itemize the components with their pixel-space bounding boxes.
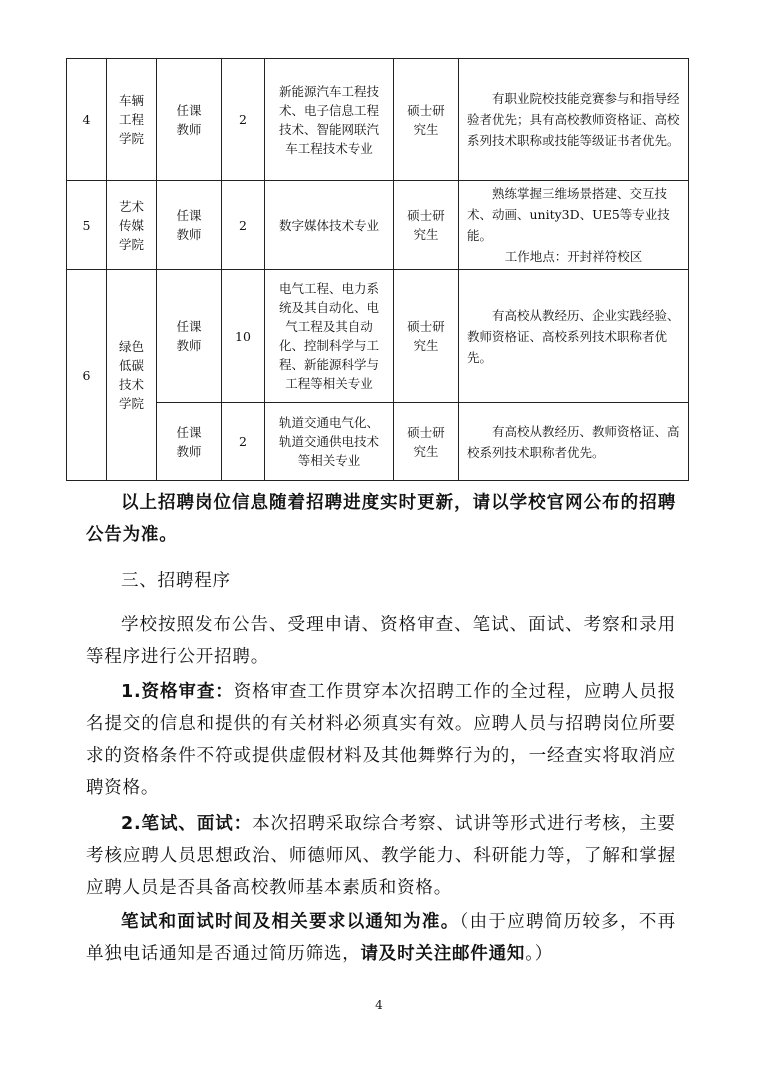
row-number: 4 [67,59,107,181]
degree-cell: 硕士研究生 [394,403,459,481]
notice-plain: （由于应聘简历较多，不再单独电话通知是否通过简历筛选， [86,912,676,964]
item1-text: 资格审查工作贯穿本次招聘工作的全过程，应聘人员报名提交的信息和提供的有关材料必须真实有效。应聘人员与招聘岗位所要求的资格条件不符或提供虚假材料及其他舞弊行为的，一经查实将取消应聘资格。 [86,682,676,798]
college-cell: 艺术传媒学院 [107,181,157,270]
item2-title: 2.笔试、面试： [121,814,253,834]
position-cell: 任课教师 [157,59,222,181]
notice-end: 。） [525,944,554,964]
notice-paragraph [86,906,676,970]
job-table [66,58,689,481]
college-cell: 车辆工程学院 [107,59,157,181]
major-cell: 数字媒体技术专业 [265,181,394,270]
notice-bold-2: 请及时关注邮件通知 [360,944,526,964]
degree-cell: 硕士研究生 [394,181,459,270]
table-row [67,403,689,481]
degree-cell: 硕士研究生 [394,270,459,403]
position-cell: 任课教师 [157,181,222,270]
procedure-intro: 学校按照发布公告、受理申请、资格审查、笔试、面试、考察和录用等程序进行公开招聘。 [86,615,676,667]
exam-interview [86,808,676,904]
item1-title: 1.资格审查： [121,682,234,702]
count-cell: 2 [222,59,265,181]
page-number: 4 [375,998,383,1012]
notice-bold: 笔试和面试时间及相关要求以通知为准。 [121,912,460,932]
update-note: 以上招聘岗位信息随着招聘进度实时更新，请以学校官网公布的招聘公告为准。 [86,493,676,545]
major-cell: 轨道交通电气化、轨道交通供电技术等相关专业 [265,403,394,481]
degree-cell: 硕士研究生 [394,59,459,181]
count-cell: 2 [222,181,265,270]
requirements-cell: 有高校从教经历、企业实践经验、教师资格证、高校系列技术职称者优先。 [459,270,689,403]
college-cell: 绿色低碳技术学院 [107,270,157,481]
item2-text: 本次招聘采取综合考察、试讲等形式进行考核，主要考核应聘人员思想政治、师德师风、教学能力、科研能力等，了解和掌握应聘人员是否具备高校教师基本素质和资格。 [86,814,676,898]
major-cell: 新能源汽车工程技术、电子信息工程技术、智能网联汽车工程技术专业 [265,59,394,181]
row-number: 6 [67,270,107,481]
requirements-cell: 有职业院校技能竞赛参与和指导经验者优先；具有高校教师资格证、高校系列技术职称或技能等级证书者优先。 [459,59,689,181]
qualification-review [86,676,676,804]
requirements-cell: 熟练掌握三维场景搭建、交互技术、动画、unity3D、UE5等专业技能。 工作地点：开封祥符校区 [459,181,689,270]
major-cell: 电气工程、电力系统及其自动化、电气工程及其自动化、控制科学与工程、新能源科学与工程等相关专业 [265,270,394,403]
row-number: 5 [67,181,107,270]
position-cell: 任课教师 [157,403,222,481]
work-location: 工作地点：开封祥符校区 [504,249,643,264]
position-cell: 任课教师 [157,270,222,403]
count-cell: 2 [222,403,265,481]
table-row [67,59,689,181]
requirements-cell: 有高校从教经历、教师资格证、高校系列技术职称者优先。 [459,403,689,481]
table-row [67,270,689,403]
table-row [67,181,689,270]
count-cell: 10 [222,270,265,403]
section-heading: 三、招聘程序 [121,571,231,591]
